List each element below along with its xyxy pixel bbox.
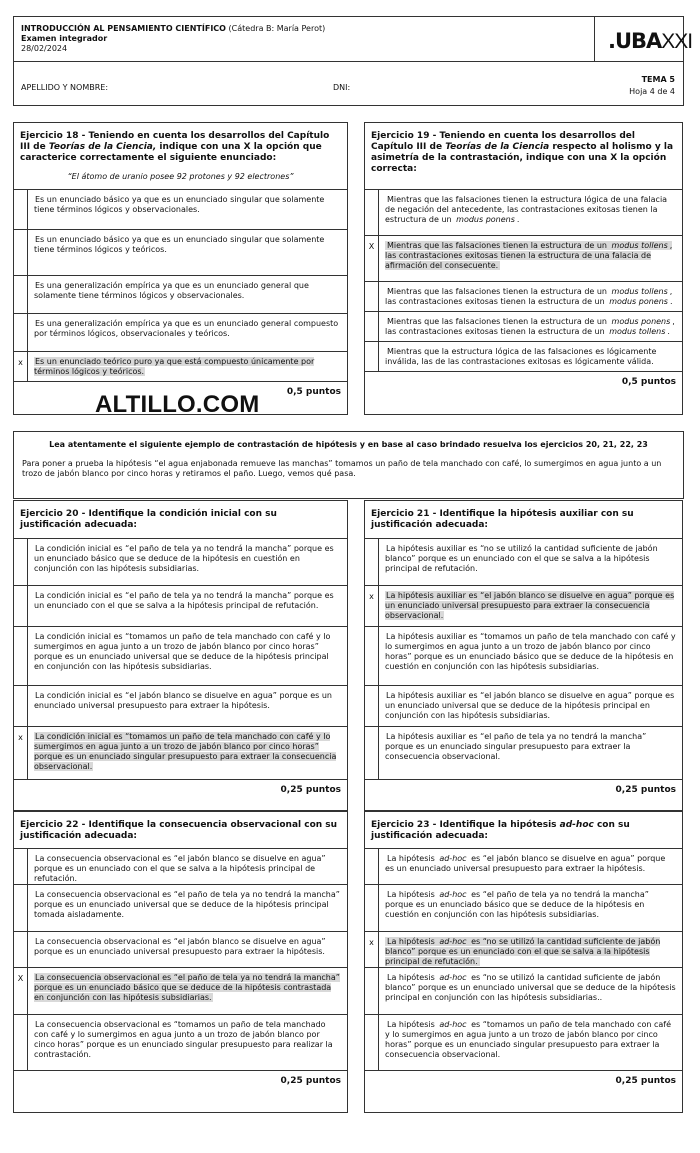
answer-option[interactable] [365, 726, 682, 779]
answer-option[interactable] [365, 884, 682, 931]
quoted-statement: “El átomo de uranio posee 92 protones y 92 electrones” [67, 172, 294, 181]
answer-checkbox[interactable]: X [365, 236, 379, 281]
points: 0,25 puntos [14, 1070, 347, 1112]
answer-text: La consecuencia observacional es “el paño de tela ya no tendrá la mancha” porque es un enunciado universal que se deduce de la hipótesis principal tomada aisladamente. [34, 890, 340, 919]
answer-option[interactable] [365, 281, 682, 311]
answer-option[interactable] [365, 685, 682, 726]
answer-text: La condición inicial es “el paño de tela ya no tendrá la mancha” porque es un enunciado básico que se deduce de la hipótesis en cuestión en conjunción con las hipótesis subsidiarias. [34, 544, 334, 573]
answer-text: La hipótesis ad-hoc es “el jabón blanco se disuelve en agua” porque es un enunciado universal presupuesto para extraer la hipótesis. [385, 854, 666, 873]
answer-option[interactable] [365, 585, 682, 626]
answer-option[interactable] [14, 189, 347, 229]
answer-checkbox[interactable] [14, 314, 28, 351]
answer-checkbox[interactable] [14, 230, 28, 275]
points: 0,25 puntos [365, 779, 682, 810]
answer-option[interactable] [14, 726, 347, 779]
answer-checkbox[interactable] [365, 686, 379, 726]
exercise-19: Ejercicio 19 - Teniendo en cuenta los desarrollos del Capítulo III de Teorías de la Ciencia respecto al holismo y la asimetría de la contrastación, indique con una X la opción correcta: Mientras que las falsaciones tienen la estructura lógica de una falacia de negación del antecedente, las contrastaciones exitosas tienen la estructura de un modus ponens . X Mientras que las falsaciones tienen la estructura de un modus tollens , las contrastaciones exitosas tienen la estructura de una falacia de afirmación del consecuente. Mientras que las falsaciones tienen la estructura de un modus tollens , las contrastaciones exitosas tienen la estructura de un modus ponens . Mientras que las falsaciones tienen la estructura de un modus ponens , las contrastaciones exitosas tienen la estructura de un modus tollens . Mientras que la estructura lógica de las falsaciones es lógicamente inválida, las de las contrastaciones exitosas es lógicamente válida. 0,5 puntos [364, 122, 683, 415]
answer-text: La condición inicial es “el jabón blanco se disuelve en agua” porque es un enunciado universal presupuesto para extraer la hipótesis. [34, 691, 332, 710]
answer-option[interactable] [365, 538, 682, 585]
answer-checkbox[interactable] [14, 627, 28, 685]
tema-label: TEMA 5 [641, 75, 675, 84]
answer-checkbox[interactable] [14, 1015, 28, 1070]
answer-text: La hipótesis auxiliar es “tomamos un paño de tela manchado con café y lo sumergimos en agua junto a un trozo de jabón blanco por cinco horas” porque es un enunciado básico que se deduce de la hipótesis en cuestión en conjunción con las hipótesis subsidiarias. [385, 632, 676, 671]
answer-checkbox[interactable]: X [14, 968, 28, 1014]
answer-checkbox[interactable] [365, 968, 379, 1014]
answer-text: La hipótesis ad-hoc es “tomamos un paño de tela manchado con café y lo sumergimos en agua junto a un trozo de jabón blanco por cinco horas” porque es un enunciado singular presupuesto para extraer la consecuencia observacional. [385, 1020, 672, 1059]
answer-option[interactable] [365, 1014, 682, 1070]
answer-option[interactable] [365, 341, 682, 371]
exercise-22: Ejercicio 22 - Identifique la consecuencia observacional con su justificación adecuada: La consecuencia observacional es “el jabón blanco se disuelve en agua” porque es un enunciado con el que se salva a la hipótesis principal de refutación. La consecuencia observacional es “el paño de tela ya no tendrá la mancha” porque es un enunciado universal que se deduce de la hipótesis principal tomada aisladamente. La consecuencia observacional es “el jabón blanco se disuelve en agua” porque es un enunciado universal presupuesto para extraer la hipótesis. X La consecuencia observacional es “el paño de tela ya no tendrá la mancha” porque es un enunciado básico que se deduce de la hipótesis contrastada en conjunción con las hipótesis subsidiarias. La consecuencia observacional es “tomamos un paño de tela manchado con café y lo sumergimos en agua junto a un trozo de jabón blanco por cinco horas” porque es un enunciado singular presupuesto para realizar la contrastación. 0,25 puntos [13, 811, 348, 1113]
answer-text: La condición inicial es “tomamos un paño de tela manchado con café y lo sumergimos en agua junto a un trozo de jabón blanco por cinco horas” porque es un enunciado singular presupuesto para extraer la consecuencia observacional. [34, 732, 337, 771]
answer-text: La hipótesis ad-hoc es “el paño de tela ya no tendrá la mancha” porque es un enunciado básico que se deduce de la hipótesis en cuestión en conjunción con las hipótesis subsidiarias. [385, 890, 649, 919]
exam-name: Examen integrador [21, 34, 108, 43]
answer-text: Mientras que las falsaciones tienen la estructura lógica de una falacia de negación del antecedente, las contrastaciones exitosas tienen la estructura de un modus ponens . [385, 195, 668, 224]
exam-date: 28/02/2024 [21, 44, 68, 53]
answer-checkbox[interactable] [14, 932, 28, 967]
answer-checkbox[interactable]: x [14, 352, 28, 381]
uba-logo: .UBAXXI [608, 29, 693, 53]
answer-option[interactable] [365, 311, 682, 341]
answer-option[interactable] [365, 848, 682, 884]
answer-checkbox[interactable] [14, 686, 28, 726]
answer-text: La hipótesis auxiliar es “el jabón blanco se disuelve en agua” porque es un enunciado universal presupuesto para extraer la consecuencia observacional. [385, 591, 675, 620]
answer-option[interactable] [14, 538, 347, 585]
answer-text: Es una generalización empírica ya que es un enunciado general que solamente tiene términos lógicos y observacionales. [34, 281, 309, 300]
answer-text: Mientras que las falsaciones tienen la estructura de un modus ponens , las contrastaciones exitosas tienen la estructura de un modus tollens . [385, 317, 675, 336]
answer-checkbox[interactable] [365, 885, 379, 931]
answer-text: La consecuencia observacional es “el jabón blanco se disuelve en agua” porque es un enunciado con el que se salva a la hipótesis principal de refutación. [34, 854, 326, 883]
answer-checkbox[interactable] [365, 849, 379, 884]
points: 0,25 puntos [14, 779, 347, 810]
answer-text: La hipótesis auxiliar es “el paño de tela ya no tendrá la mancha” porque es un enunciado singular presupuesto para extraer la consecuencia observacional. [385, 732, 647, 761]
points: 0,5 puntos [365, 371, 682, 414]
answer-option[interactable] [14, 351, 347, 381]
answer-option[interactable] [14, 313, 347, 351]
answer-text: Mientras que la estructura lógica de las falsaciones es lógicamente inválida, las de las contrastaciones exitosas es lógicamente válida. [385, 347, 657, 366]
answer-checkbox[interactable] [365, 282, 379, 311]
answer-checkbox[interactable] [14, 539, 28, 585]
answer-checkbox[interactable]: x [14, 727, 28, 779]
answer-checkbox[interactable] [365, 627, 379, 685]
answer-option[interactable] [365, 931, 682, 967]
answer-text: La consecuencia observacional es “tomamos un paño de tela manchado con café y lo sumergimos en agua junto a un trozo de jabón blanco por cinco horas” porque es un enunciado singular presupuesto para realizar la contrastación. [34, 1020, 333, 1059]
answer-option[interactable] [14, 585, 347, 626]
answer-text: La condición inicial es “tomamos un paño de tela manchado con café y lo sumergimos en agua junto a un trozo de jabón blanco por cinco horas” porque es un enunciado universal que se deduce de la hipótesis principal en conjunción con las hipótesis subsidiarias. [34, 632, 331, 671]
answer-option[interactable] [365, 967, 682, 1014]
answer-option[interactable] [14, 931, 347, 967]
answer-checkbox[interactable] [365, 1015, 379, 1070]
answer-checkbox[interactable] [14, 190, 28, 229]
points: 0,5 puntos [14, 381, 347, 414]
answer-text: La consecuencia observacional es “el jabón blanco se disuelve en agua” porque es un enunciado universal presupuesto para extraer la hipótesis. [34, 937, 326, 956]
answer-checkbox[interactable] [365, 539, 379, 585]
answer-checkbox[interactable] [365, 342, 379, 371]
answer-option[interactable] [365, 189, 682, 235]
answer-text: La condición inicial es “el paño de tela ya no tendrá la mancha” porque es un enunciado con el que se salva a la hipótesis principal de refutación. [34, 591, 334, 610]
answer-option[interactable] [14, 848, 347, 884]
answer-option[interactable] [14, 685, 347, 726]
dni-label: DNI: [333, 83, 351, 92]
name-label: APELLIDO Y NOMBRE: [21, 83, 109, 92]
course-title: INTRODUCCIÓN AL PENSAMIENTO CIENTÍFICO [21, 24, 226, 33]
answer-option[interactable] [365, 626, 682, 685]
case-title: Lea atentamente el siguiente ejemplo de contrastación de hipótesis y en base al caso brindado resuelva los ejercicios 20, 21, 22, 23 [49, 440, 648, 449]
exam-header [13, 16, 693, 106]
exercise-18: Ejercicio 18 - Teniendo en cuenta los desarrollos del Capítulo III de Teorías de la Ciencia, indique con una X la opción que caracterice correctamente el siguiente enunciado: “El átomo de uranio posee 92 protones y 92 electrones” Es un enunciado básico ya que es un enunciado singular que solamente tiene términos lógicos y observacionales. Es un enunciado básico ya que es un enunciado singular que solamente tiene términos lógicos y teóricos. Es una generalización empírica ya que es un enunciado general que solamente tiene términos lógicos y observacionales. Es una generalización empírica ya que es un enunciado general compuesto por términos lógicos, observacionales y teóricos. x Es un enunciado teórico puro ya que está compuesto únicamente por términos lógicos y teóricos. 0,5 puntos [13, 122, 348, 415]
answer-checkbox[interactable] [365, 312, 379, 341]
answer-checkbox[interactable] [14, 885, 28, 931]
catedra: (Cátedra B: María Perot) [228, 24, 326, 33]
answer-text: La hipótesis auxiliar es “el jabón blanco se disuelve en agua” porque es un enunciado universal que se deduce de la hipótesis principal en conjunción con las hipótesis subsidiarias. [385, 691, 675, 720]
answer-text: Es un enunciado teórico puro ya que está compuesto únicamente por términos lógicos y teóricos. [34, 357, 315, 376]
answer-checkbox[interactable] [14, 849, 28, 884]
answer-text: La hipótesis auxiliar es “no se utilizó la cantidad suficiente de jabón blanco” porque es un enunciado con el que se salva a la hipótesis principal de refutación. [385, 544, 658, 573]
answer-checkbox[interactable]: x [365, 586, 379, 626]
answer-text: Es una generalización empírica ya que es un enunciado general compuesto por términos lógicos, observacionales y teóricos. [34, 319, 339, 338]
answer-text: Mientras que las falsaciones tienen la estructura de un modus tollens , las contrastaciones exitosas tienen la estructura de una falacia de afirmación del consecuente. [385, 241, 673, 270]
answer-text: Es un enunciado básico ya que es un enunciado singular que solamente tiene términos lógicos y teóricos. [34, 235, 325, 254]
answer-option[interactable] [365, 235, 682, 281]
exercise-20: Ejercicio 20 - Identifique la condición inicial con su justificación adecuada: La condición inicial es “el paño de tela ya no tendrá la mancha” porque es un enunciado básico que se deduce de la hipótesis en cuestión en conjunción con las hipótesis subsidiarias. La condición inicial es “el paño de tela ya no tendrá la mancha” porque es un enunciado con el que se salva a la hipótesis principal de refutación. La condición inicial es “tomamos un paño de tela manchado con café y lo sumergimos en agua junto a un trozo de jabón blanco por cinco horas” porque es un enunciado universal que se deduce de la hipótesis principal en conjunción con las hipótesis subsidiarias. La condición inicial es “el jabón blanco se disuelve en agua” porque es un enunciado universal presupuesto para extraer la hipótesis. x La condición inicial es “tomamos un paño de tela manchado con café y lo sumergimos en agua junto a un trozo de jabón blanco por cinco horas” porque es un enunciado singular presupuesto para extraer la consecuencia observacional. 0,25 puntos [13, 500, 348, 811]
answer-text: La hipótesis ad-hoc es “no se utilizó la cantidad suficiente de jabón blanco” porque es un enunciado universal que se deduce de la hipótesis principal en conjunción con las hipótesis subsidiarias.. [385, 973, 676, 1002]
answer-checkbox[interactable] [365, 727, 379, 779]
case-text: Para poner a prueba la hipótesis “el agua enjabonada remueve las manchas” tomamos un paño de tela manchado con café, lo sumergimos en agua junto a un trozo de jabón blanco por cinco horas y retiramos el paño. Luego, vemos qué pasa. [22, 459, 662, 478]
points: 0,25 puntos [365, 1070, 682, 1112]
answer-text: Mientras que las falsaciones tienen la estructura de un modus tollens , las contrastaciones exitosas tienen la estructura de un modus ponens . [385, 287, 673, 306]
watermark: ALTILLO.COM [95, 391, 260, 418]
case-description [13, 431, 684, 499]
answer-option[interactable] [14, 229, 347, 275]
page-count: Hoja 4 de 4 [629, 87, 675, 96]
answer-checkbox[interactable] [14, 276, 28, 313]
answer-text: La consecuencia observacional es “el paño de tela ya no tendrá la mancha” porque es un enunciado básico que se deduce de la hipótesis contrastada en conjunción con las hipótesis subsidiarias. [34, 973, 340, 1002]
answer-checkbox[interactable] [365, 190, 379, 235]
answer-checkbox[interactable] [14, 586, 28, 626]
answer-text: Es un enunciado básico ya que es un enunciado singular que solamente tiene términos lógicos y observacionales. [34, 195, 325, 214]
exercise-23: Ejercicio 23 - Identifique la hipótesis ad-hoc con su justificación adecuada: La hipótesis ad-hoc es “el jabón blanco se disuelve en agua” porque es un enunciado universal presupuesto para extraer la hipótesis. La hipótesis ad-hoc es “el paño de tela ya no tendrá la mancha” porque es un enunciado básico que se deduce de la hipótesis en cuestión en conjunción con las hipótesis subsidiarias. x La hipótesis ad-hoc es “no se utilizó la cantidad suficiente de jabón blanco” porque es un enunciado con el que se salva a la hipótesis principal de refutación. La hipótesis ad-hoc es “no se utilizó la cantidad suficiente de jabón blanco” porque es un enunciado universal que se deduce de la hipótesis principal en conjunción con las hipótesis subsidiarias.. La hipótesis ad-hoc es “tomamos un paño de tela manchado con café y lo sumergimos en agua junto a un trozo de jabón blanco por cinco horas” porque es un enunciado singular presupuesto para extraer la consecuencia observacional. 0,25 puntos [364, 811, 683, 1113]
answer-option[interactable] [14, 1014, 347, 1070]
exercise-21: Ejercicio 21 - Identifique la hipótesis auxiliar con su justificación adecuada: La hipótesis auxiliar es “no se utilizó la cantidad suficiente de jabón blanco” porque es un enunciado con el que se salva a la hipótesis principal de refutación. x La hipótesis auxiliar es “el jabón blanco se disuelve en agua” porque es un enunciado universal presupuesto para extraer la consecuencia observacional. La hipótesis auxiliar es “tomamos un paño de tela manchado con café y lo sumergimos en agua junto a un trozo de jabón blanco por cinco horas” porque es un enunciado básico que se deduce de la hipótesis en cuestión en conjunción con las hipótesis subsidiarias. La hipótesis auxiliar es “el jabón blanco se disuelve en agua” porque es un enunciado universal que se deduce de la hipótesis principal en conjunción con las hipótesis subsidiarias. La hipótesis auxiliar es “el paño de tela ya no tendrá la mancha” porque es un enunciado singular presupuesto para extraer la consecuencia observacional. 0,25 puntos [364, 500, 683, 811]
answer-checkbox[interactable]: x [365, 932, 379, 967]
answer-option[interactable] [14, 275, 347, 313]
answer-option[interactable] [14, 884, 347, 931]
answer-option[interactable] [14, 967, 347, 1014]
answer-option[interactable] [14, 626, 347, 685]
answer-text: La hipótesis ad-hoc es “no se utilizó la cantidad suficiente de jabón blanco” porque es un enunciado con el que se salva a la hipótesis principal de refutación. [385, 937, 661, 966]
